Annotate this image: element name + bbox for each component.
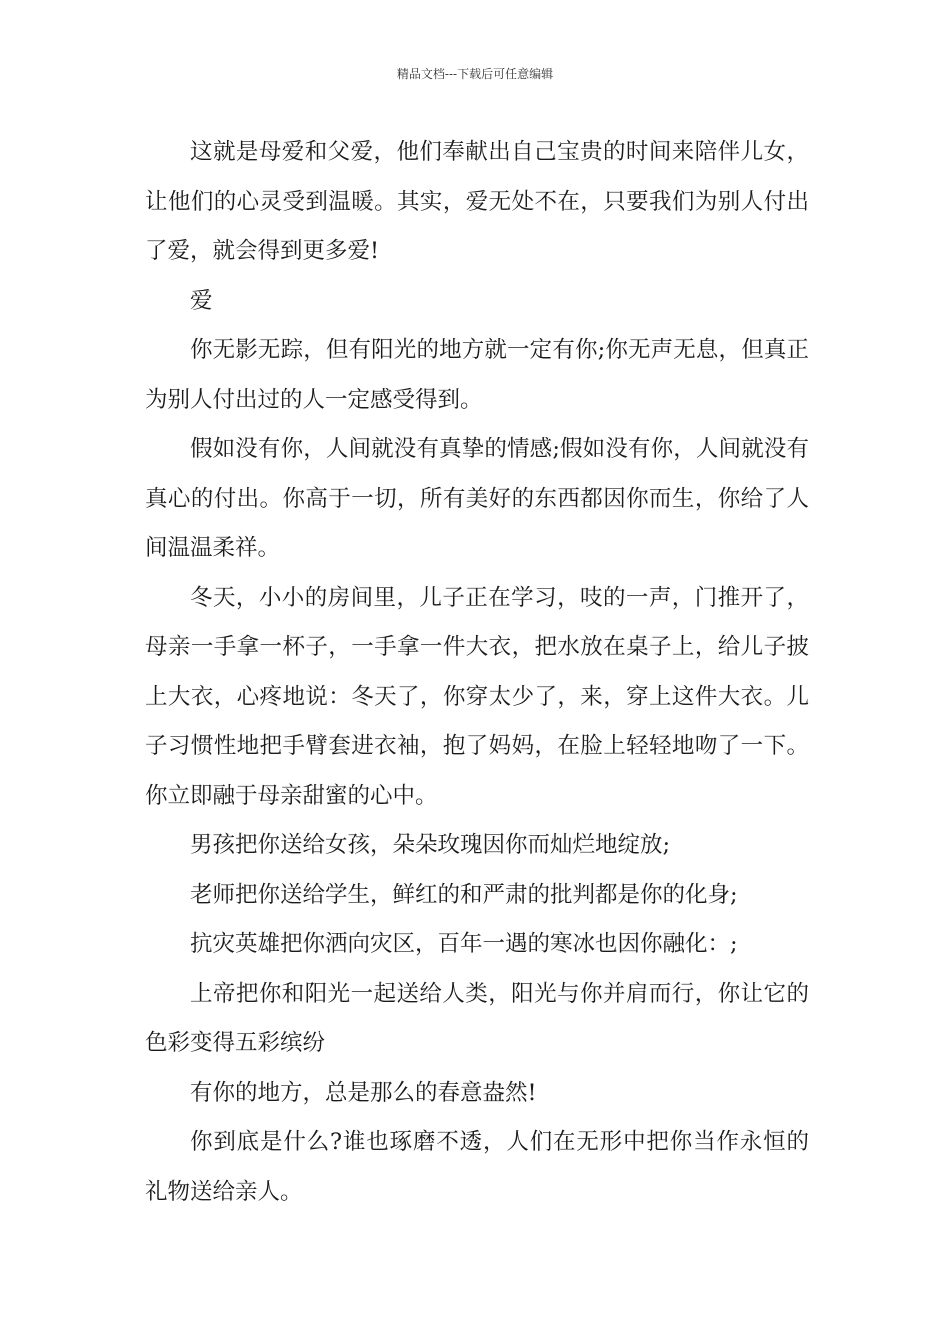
paragraph-4: 假如没有你，人间就没有真挚的情感;假如没有你，人间就没有真心的付出。你高于一切，所有美好的东西都因你而生，你给了人间温温柔祥。 [145,436,809,561]
paragraph-9: 上帝把你和阳光一起送给人类，阳光与你并肩而行，你让它的色彩变得五彩缤纷 [145,980,809,1056]
paragraph-10: 有你的地方，总是那么的春意盎然! [190,1079,537,1106]
paragraph-5: 冬天，小小的房间里，儿子正在学习，吱的一声，门推开了，母亲一手拿一杯子，一手拿一件大衣，把水放在桌子上，给儿子披上大衣，心疼地说：冬天了，你穿太少了，来，穿上这件大衣。儿子习惯性地把手臂套进衣袖，抱了妈妈，在脸上轻轻地吻了一下。你立即融于母亲甜蜜的心中。 [145,584,809,809]
paragraph-1: 这就是母爱和父爱，他们奉献出自己宝贵的时间来陪伴儿女，让他们的心灵受到温暖。其实，爱无处不在，只要我们为别人付出了爱，就会得到更多爱! [145,139,809,264]
paragraph-6: 男孩把你送给女孩，朵朵玫瑰因你而灿烂地绽放; [190,832,671,858]
paragraph-11: 你到底是什么?谁也琢磨不透，人们在无形中把你当作永恒的礼物送给亲人。 [145,1129,809,1205]
paragraph-3: 你无影无踪，但有阳光的地方就一定有你;你无声无息，但真正为别人付出过的人一定感受得到。 [145,337,809,413]
page-header: 精品文档---下载后可任意编辑 [396,67,554,81]
paragraph-2: 爱 [190,287,213,314]
paragraph-8: 抗灾英雄把你洒向灾区，百年一遇的寒冰也因你融化：; [190,931,738,957]
paragraph-7: 老师把你送给学生，鲜红的和严肃的批判都是你的化身; [190,881,738,908]
document-body [145,128,809,1217]
